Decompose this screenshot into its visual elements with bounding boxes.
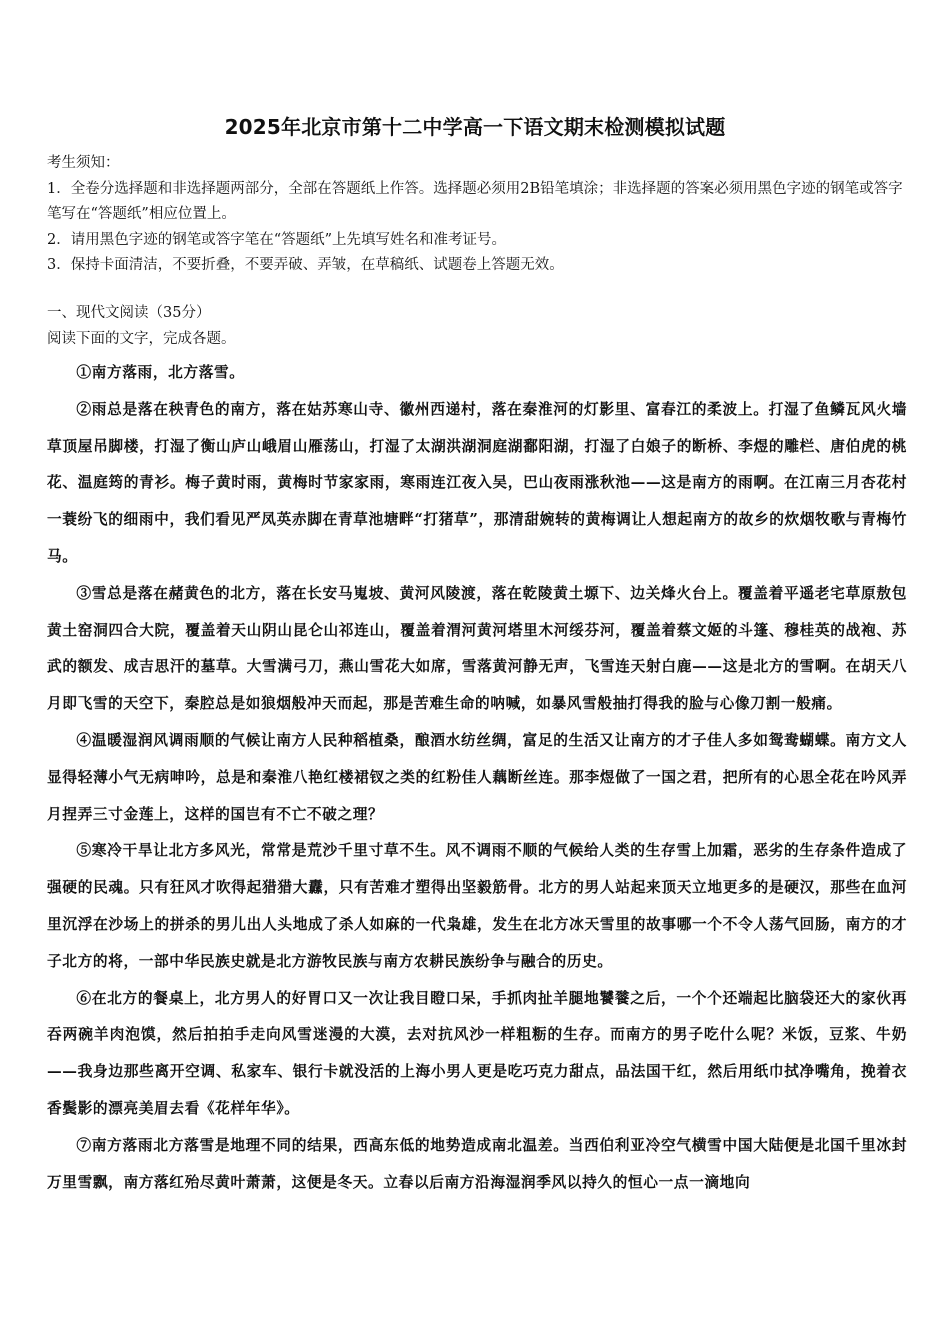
- reading-passage: [47, 355, 907, 1201]
- notice-item: 2．请用黑色字迹的钢笔或答字笔在“答题纸”上先填写姓名和准考证号。: [47, 231, 507, 248]
- section-heading: 一、现代文阅读（35分）: [47, 305, 211, 321]
- passage-paragraph: ②雨总是落在秧青色的南方，落在姑苏寒山寺、徽州西递村，落在秦淮河的灯影里、富春江的柔波上。打湿了鱼鳞瓦风火墙草顶屋吊脚楼，打湿了衡山庐山峨眉山雁荡山，打湿了太湖洪湖洞庭湖鄱阳湖，打湿了白娘子的断桥、李煜的雕栏、唐伯虎的桃花、温庭筠的青衫。梅子黄时雨，黄梅时节家家雨，寒雨连江夜入吴，巴山夜雨涨秋池——这是南方的雨啊。在江南三月杏花村一蓑纷飞的细雨中，我们看见严凤英赤脚在青草池塘畔“打猪草”，那清甜婉转的黄梅调让人想起南方的故乡的炊烟牧歌与青梅竹马。: [47, 400, 907, 565]
- section-header: [47, 301, 907, 352]
- passage-paragraph: ⑥在北方的餐桌上，北方男人的好胃口又一次让我目瞪口呆，手抓肉扯羊腿地饕餮之后，一个个还端起比脑袋还大的家伙再吞两碗羊肉泡馍，然后拍拍手走向风雪迷漫的大漠，去对抗风沙一样粗粝的生存。而南方的男子吃什么呢？米饭，豆浆、牛奶——我身边那些离开空调、私家车、银行卡就没活的上海小男人更是吃巧克力甜点，品法国干红，然后用纸巾拭净嘴角，挽着衣香鬓影的漂亮美眉去看《花样年华》。: [47, 989, 907, 1117]
- candidate-notice: [47, 151, 907, 279]
- notice-item: 1．全卷分选择题和非选择题两部分，全部在答题纸上作答。选择题必须用2B铅笔填涂；非选择题的答案必须用黑色字迹的钢笔或答字笔写在“答题纸”相应位置上。: [47, 180, 903, 222]
- passage-paragraph: ③雪总是落在赭黄色的北方，落在长安马嵬坡、黄河风陵渡，落在乾陵黄土塬下、边关烽火台上。覆盖着平遥老宅草原敖包黄土窑洞四合大院，覆盖着天山阴山昆仑山祁连山，覆盖着渭河黄河塔里木河绥芬河，覆盖着蔡文姬的斗篷、穆桂英的战袍、苏武的额发、成吉思汗的墓草。大雪满弓刀，燕山雪花大如席，雪落黄河静无声，飞雪连天射白鹿——这是北方的雪啊。在胡天八月即飞雪的天空下，秦腔总是如狼烟般冲天而起，那是苦难生命的呐喊，如暴风雪般抽打得我的脸与心像刀割一般痛。: [47, 584, 907, 713]
- passage-paragraph: ⑦南方落雨北方落雪是地理不同的结果，西高东低的地势造成南北温差。当西伯利亚冷空气横雪中国大陆便是北国千里冰封万里雪飘，南方落红殆尽黄叶萧萧，这便是冬天。立春以后南方沿海湿润季风以持久的恒心一点一滴地向: [47, 1136, 907, 1191]
- passage-paragraph: ④温暖湿润风调雨顺的气候让南方人民种稻植桑，酿酒水纺丝绸，富足的生活又让南方的才子佳人多如鸳鸯蝴蝶。南方文人显得轻薄小气无病呻吟，总是和秦淮八艳红楼裙钗之类的红粉佳人藕断丝连。那李煜做了一国之君，把所有的心思全花在吟风弄月捏弄三寸金莲上，这样的国岂有不亡不破之理？: [47, 731, 907, 823]
- notice-heading: 考生须知：: [47, 155, 120, 171]
- passage-paragraph: ①南方落雨，北方落雪。: [76, 364, 245, 381]
- page-title: 2025年北京市第十二中学高一下语文期末检测模拟试题: [224, 115, 726, 139]
- section-instruction: 阅读下面的文字，完成各题。: [47, 330, 236, 347]
- passage-paragraph: ⑤寒冷干旱让北方多风光，常常是荒沙千里寸草不生。风不调雨不顺的气候给人类的生存雪上加霜，恶劣的生存条件造成了强硬的民魂。只有狂风才吹得起猎猎大纛，只有苦难才塑得出坚毅筋骨。北方的男人站起来顶天立地更多的是硬汉，那些在血河里沉浮在沙场上的拼杀的男儿出人头地成了杀人如麻的一代枭雄，发生在北方冰天雪里的故事哪一个不令人荡气回肠，南方的才子北方的将，一部中华民族史就是北方游牧民族与南方农耕民族纷争与融合的历史。: [47, 842, 907, 970]
- notice-item: 3．保持卡面清洁，不要折叠，不要弄破、弄皱，在草稿纸、试题卷上答题无效。: [47, 257, 564, 273]
